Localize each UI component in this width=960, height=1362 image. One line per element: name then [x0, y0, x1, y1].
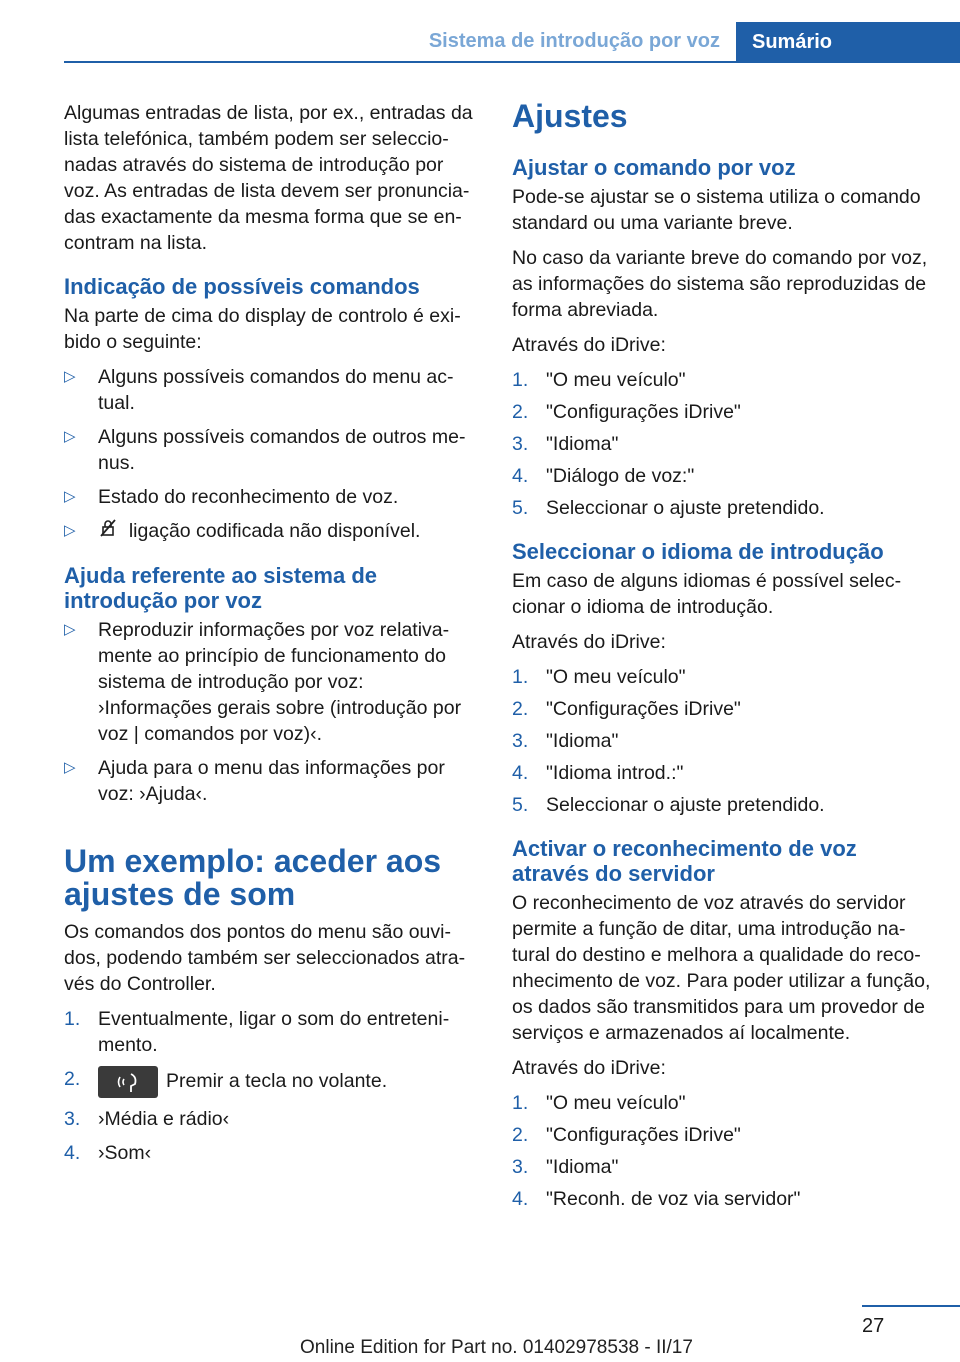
list-item: 3. "Idioma" [512, 433, 619, 455]
heading-exemplo: Um exemplo: aceder aos ajustes de som [64, 843, 442, 913]
page-number: 27 [862, 1315, 885, 1337]
list-item: 2. Premir a tecla no volante. [64, 1066, 480, 1098]
header-tab-summary[interactable]: Sumário [736, 22, 960, 62]
list-item: 2. "Configurações iDrive" [512, 401, 741, 423]
right-column [512, 100, 932, 1218]
list-item: 1. Eventualmente, ligar o som do entretenimento. [64, 1008, 450, 1057]
list-item: 1. "O meu veículo" [512, 369, 686, 391]
list-item: 2. "Configurações iDrive" [512, 698, 741, 720]
paragraph-idrive: Através do iDrive: [512, 631, 666, 653]
list-item: 4. "Reconh. de voz via servidor" [512, 1188, 801, 1210]
paragraph-idrive: Através do iDrive: [512, 334, 666, 356]
paragraph-comando-1: Pode-se ajustar se o sistema utiliza o comando standard ou uma variante breve. [512, 186, 921, 234]
steps-comando [512, 367, 932, 521]
list-item: 5. Seleccionar o ajuste pretendido. [512, 497, 825, 519]
heading-indicacao: Indicação de possíveis comandos [64, 274, 420, 299]
list-item: 1. "O meu veículo" [512, 666, 686, 688]
list-item: ▷ Ajuda para o menu das informações por voz: ›Ajuda‹. [64, 757, 445, 806]
header-divider [64, 61, 960, 63]
list-item: ▷ Alguns possíveis comandos de outros menus. [64, 426, 466, 474]
list-item: 4. "Diálogo de voz:" [512, 465, 695, 487]
list-item: 2. "Configurações iDrive" [512, 1124, 741, 1146]
intro-paragraph: Algumas entradas de lista, por ex., entradas da lista telefónica, também podem ser seleccionadas através do sistema de introdução por voz. As entradas de lista devem ser pronunciadas exactamente da mesma forma que se encontram na lista. [64, 102, 473, 254]
triangle-right-icon: ▷ [64, 522, 76, 539]
list-exemplo [64, 1006, 480, 1166]
steps-idioma [512, 664, 932, 818]
list-item: 3. "Idioma" [512, 1156, 619, 1178]
heading-servidor: Activar o reconhecimento de voz através do servidor [512, 836, 857, 886]
steps-servidor [512, 1090, 932, 1212]
heading-comando: Ajustar o comando por voz [512, 155, 796, 180]
triangle-right-icon: ▷ [64, 368, 76, 385]
no-encryption-icon [98, 518, 118, 545]
triangle-right-icon: ▷ [64, 759, 76, 777]
list-item: ▷ Alguns possíveis comandos do menu actual. [64, 366, 454, 414]
list-item: ▷ Reproduzir informações por voz relativamente ao princípio de funcionamento do sistema de introdução por voz: ›Informações gerais sobre (introdução por voz | comandos por voz)‹. [64, 619, 462, 746]
list-item: 3. "Idioma" [512, 730, 619, 752]
left-column [64, 100, 480, 1174]
list-item: 4. "Idioma introd.:" [512, 762, 684, 784]
paragraph-comando-2: No caso da variante breve do comando por voz, as informações do sistema são reproduzidas de forma abreviada. [512, 247, 928, 321]
triangle-right-icon: ▷ [64, 488, 76, 505]
list-ajuda [64, 617, 480, 807]
list-item: ▷ Estado do reconhecimento de voz. [64, 486, 399, 508]
paragraph-idioma: Em caso de alguns idiomas é possível seleccionar o idioma de introdução. [512, 570, 902, 618]
heading-ajuda: Ajuda referente ao sistema de introdução por voz [64, 563, 378, 614]
voice-button-icon [98, 1066, 158, 1098]
header-section-title: Sistema de introdução por voz [428, 30, 720, 52]
paragraph-idrive: Através do iDrive: [512, 1057, 666, 1079]
list-item: 1. "O meu veículo" [512, 1092, 686, 1114]
list-item: 3. ›Média e rádio‹ [64, 1108, 230, 1131]
paragraph-indicacao: Na parte de cima do display de controlo é exibido o seguinte: [64, 305, 461, 353]
triangle-right-icon: ▷ [64, 621, 76, 639]
triangle-right-icon: ▷ [64, 428, 76, 445]
list-indicacao [64, 364, 480, 545]
list-item: ▷ ligação codificada não disponível. [64, 518, 480, 545]
list-item: 5. Seleccionar o ajuste pretendido. [512, 794, 825, 816]
heading-idioma: Seleccionar o idioma de introdução [512, 539, 884, 564]
paragraph-exemplo: Os comandos dos pontos do menu são ouvidos, podendo também ser seleccionados através do Controller. [64, 921, 466, 996]
heading-ajustes: Ajustes [512, 98, 628, 134]
footer-divider [862, 1305, 960, 1307]
paragraph-servidor: O reconhecimento de voz através do servidor permite a função de ditar, uma introdução natural do destino e melhora a qualidade do reconhecimento de voz. Para poder utilizar a função, os dados são transmitidos para um provedor de serviços e armazenados aí localmente. [512, 892, 931, 1044]
footer-edition: Online Edition for Part no. 01402978538 - II/17 [300, 1337, 693, 1358]
list-item: 4. ›Som‹ [64, 1142, 152, 1165]
